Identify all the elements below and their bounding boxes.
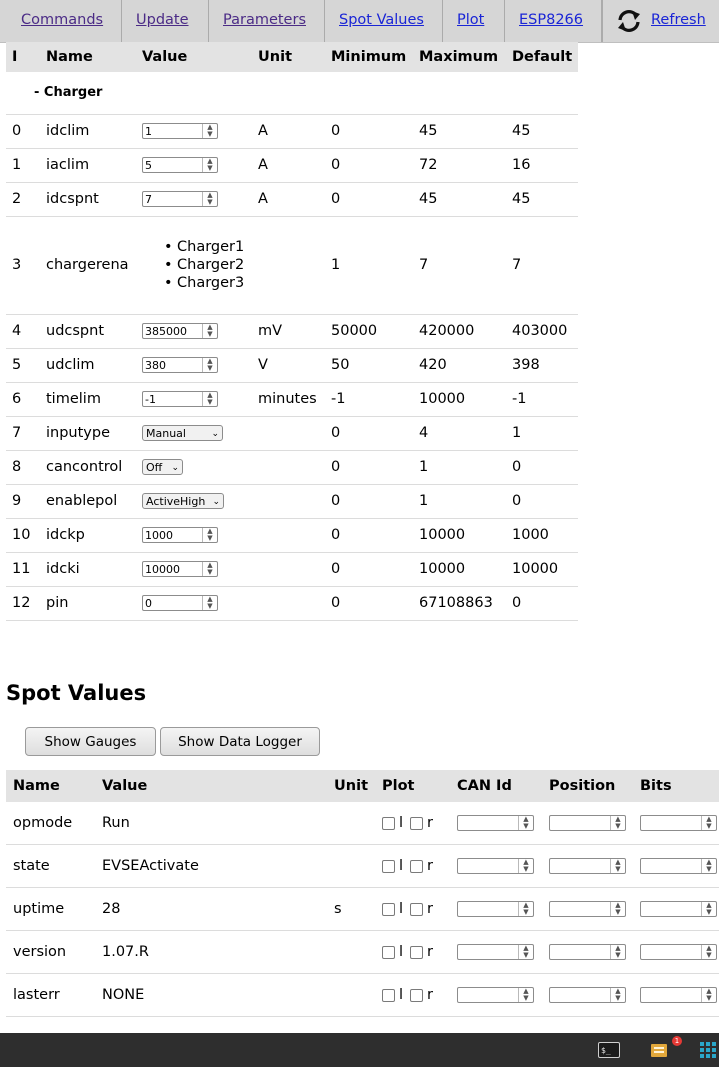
- param-name: idcki: [46, 552, 142, 586]
- param-default: 398: [512, 348, 578, 382]
- param-min: 0: [331, 518, 419, 552]
- spot-name: version: [6, 931, 95, 974]
- param-max: 1: [419, 450, 512, 484]
- param-max: 10000: [419, 382, 512, 416]
- spot-value: 1.07.R: [95, 931, 327, 974]
- param-value-input[interactable]: -1 ▲ ▼: [142, 391, 218, 407]
- spin-arrows-icon[interactable]: ▲ ▼: [202, 158, 217, 172]
- param-max: 10000: [419, 518, 512, 552]
- param-unit: A: [258, 114, 331, 148]
- spot-row: [6, 931, 719, 974]
- param-value-input[interactable]: 380 ▲ ▼: [142, 357, 218, 373]
- param-unit: [258, 552, 331, 586]
- param-min: 0: [331, 148, 419, 182]
- param-max: 4: [419, 416, 512, 450]
- nav-esp8266[interactable]: ESP8266: [505, 0, 602, 42]
- col-header-unit: Unit: [327, 770, 375, 802]
- spin-arrows-icon[interactable]: ▲ ▼: [202, 358, 217, 372]
- spot-row: [6, 802, 719, 845]
- param-default: -1: [512, 382, 578, 416]
- param-name: iaclim: [46, 148, 142, 182]
- param-max: 420: [419, 348, 512, 382]
- param-row: [6, 348, 578, 382]
- plot-left-checkbox[interactable]: [382, 860, 395, 873]
- spin-arrows-icon[interactable]: ▲ ▼: [202, 528, 217, 542]
- spin-arrows-icon[interactable]: ▲ ▼: [202, 324, 217, 338]
- param-value-input[interactable]: 1 ▲ ▼: [142, 123, 218, 139]
- param-max: 1: [419, 484, 512, 518]
- param-max: 67108863: [419, 586, 512, 620]
- can-id-input[interactable]: [457, 858, 534, 874]
- param-row: [6, 484, 578, 518]
- param-default: 7: [512, 216, 578, 314]
- spot-name: opmode: [6, 802, 95, 845]
- plot-left-label: l: [399, 815, 404, 831]
- spin-arrows-icon[interactable]: ▲ ▼: [701, 902, 716, 916]
- param-min: 1: [331, 216, 419, 314]
- col-header-bits: Bits: [633, 770, 719, 802]
- param-index: 3: [6, 216, 46, 314]
- param-default: 10000: [512, 552, 578, 586]
- can-bits-input[interactable]: [640, 944, 717, 960]
- param-row: [6, 450, 578, 484]
- plot-right-label: r: [427, 987, 433, 1003]
- can-id-input[interactable]: [457, 901, 534, 917]
- param-index: 6: [6, 382, 46, 416]
- param-row: [6, 552, 578, 586]
- param-min: 0: [331, 416, 419, 450]
- param-default: 403000: [512, 314, 578, 348]
- param-default: 16: [512, 148, 578, 182]
- spot-unit: [327, 974, 375, 1017]
- can-position-input[interactable]: [549, 901, 626, 917]
- can-bits-input[interactable]: [640, 901, 717, 917]
- col-header-plot: Plot: [375, 770, 450, 802]
- param-index: 10: [6, 518, 46, 552]
- param-min: 0: [331, 114, 419, 148]
- chevron-down-icon: ⌄: [212, 497, 220, 507]
- nav-commands[interactable]: Commands: [7, 0, 122, 42]
- spin-arrows-icon[interactable]: ▲ ▼: [610, 988, 625, 1002]
- plot-right-checkbox[interactable]: [410, 989, 423, 1002]
- show-gauges-button[interactable]: Show Gauges: [25, 727, 156, 756]
- svg-text:$_: $_: [601, 1046, 611, 1055]
- can-position-input[interactable]: [549, 858, 626, 874]
- param-unit: [258, 450, 331, 484]
- param-row: [6, 216, 578, 314]
- spot-unit: s: [327, 888, 375, 931]
- spin-arrows-icon[interactable]: ▲ ▼: [701, 859, 716, 873]
- param-index: 5: [6, 348, 46, 382]
- spot-row: [6, 974, 719, 1017]
- param-min: 0: [331, 484, 419, 518]
- category-row: [6, 72, 578, 114]
- spot-unit: [327, 845, 375, 888]
- param-name: idcspnt: [46, 182, 142, 216]
- plot-right-checkbox[interactable]: [410, 946, 423, 959]
- param-value-input[interactable]: 10000 ▲ ▼: [142, 561, 218, 577]
- param-row: [6, 114, 578, 148]
- param-unit: V: [258, 348, 331, 382]
- charger-list-item[interactable]: • Charger2: [177, 256, 331, 274]
- spin-arrows-icon[interactable]: ▲ ▼: [610, 859, 625, 873]
- col-header-can-id: CAN Id: [450, 770, 542, 802]
- param-row: [6, 148, 578, 182]
- param-unit: [258, 416, 331, 450]
- can-id-input[interactable]: [457, 815, 534, 831]
- param-index: 8: [6, 450, 46, 484]
- can-position-input[interactable]: [549, 944, 626, 960]
- param-value-input[interactable]: 1000 ▲ ▼: [142, 527, 218, 543]
- param-name: udcspnt: [46, 314, 142, 348]
- apps-grid-icon[interactable]: [700, 1042, 719, 1060]
- param-max: 45: [419, 114, 512, 148]
- charger-list-item[interactable]: • Charger3: [177, 274, 331, 292]
- param-index: 2: [6, 182, 46, 216]
- plot-left-label: l: [399, 901, 404, 917]
- param-unit: [258, 586, 331, 620]
- spot-value: 28: [95, 888, 327, 931]
- plot-right-label: r: [427, 901, 433, 917]
- param-value-input[interactable]: 7 ▲ ▼: [142, 191, 218, 207]
- col-header-name: Name: [46, 42, 142, 72]
- param-max: 72: [419, 148, 512, 182]
- spin-arrows-icon[interactable]: ▲ ▼: [518, 945, 533, 959]
- spin-arrows-icon[interactable]: ▲ ▼: [610, 945, 625, 959]
- param-max: 7: [419, 216, 512, 314]
- param-name: idclim: [46, 114, 142, 148]
- spin-arrows-icon[interactable]: ▲ ▼: [202, 392, 217, 406]
- plot-left-checkbox[interactable]: [382, 946, 395, 959]
- plot-right-label: r: [427, 815, 433, 831]
- param-min: 50: [331, 348, 419, 382]
- param-value-input[interactable]: 5 ▲ ▼: [142, 157, 218, 173]
- param-value-input[interactable]: 0 ▲ ▼: [142, 595, 218, 611]
- plot-left-label: l: [399, 944, 404, 960]
- param-default: 0: [512, 586, 578, 620]
- spin-arrows-icon[interactable]: ▲ ▼: [518, 902, 533, 916]
- can-position-input[interactable]: [549, 815, 626, 831]
- param-row: [6, 518, 578, 552]
- param-unit: mV: [258, 314, 331, 348]
- can-bits-input[interactable]: [640, 987, 717, 1003]
- param-index: 12: [6, 586, 46, 620]
- category-label[interactable]: - Charger: [6, 72, 578, 114]
- show-data-logger-button[interactable]: Show Data Logger: [160, 727, 320, 756]
- param-min: 0: [331, 450, 419, 484]
- param-default: 1: [512, 416, 578, 450]
- plot-left-checkbox[interactable]: [382, 817, 395, 830]
- param-max: 10000: [419, 552, 512, 586]
- nav-plot[interactable]: Plot: [443, 0, 505, 42]
- param-name: inputype: [46, 416, 142, 450]
- plot-right-label: r: [427, 858, 433, 874]
- plot-left-label: l: [399, 987, 404, 1003]
- parameters-table: [6, 42, 578, 621]
- param-row: [6, 586, 578, 620]
- spin-arrows-icon[interactable]: ▲ ▼: [202, 192, 217, 206]
- param-name: chargerena: [46, 216, 142, 314]
- param-select[interactable]: Manual ⌄: [142, 425, 223, 441]
- col-header-index: I: [6, 42, 46, 72]
- param-unit: [258, 484, 331, 518]
- param-max: 420000: [419, 314, 512, 348]
- param-index: 4: [6, 314, 46, 348]
- parameters-header-row: [6, 42, 578, 72]
- param-name: idckp: [46, 518, 142, 552]
- param-min: 0: [331, 552, 419, 586]
- can-id-input[interactable]: [457, 944, 534, 960]
- spot-row: [6, 845, 719, 888]
- spot-value: Run: [95, 802, 327, 845]
- param-row: [6, 182, 578, 216]
- spin-arrows-icon[interactable]: ▲ ▼: [518, 816, 533, 830]
- param-row: [6, 416, 578, 450]
- param-default: 0: [512, 450, 578, 484]
- plot-right-label: r: [427, 944, 433, 960]
- param-index: 9: [6, 484, 46, 518]
- chevron-down-icon: ⌄: [211, 429, 219, 439]
- plot-left-label: l: [399, 858, 404, 874]
- param-name: enablepol: [46, 484, 142, 518]
- param-default: 45: [512, 114, 578, 148]
- spot-unit: [327, 802, 375, 845]
- param-index: 11: [6, 552, 46, 586]
- param-min: 50000: [331, 314, 419, 348]
- param-unit: minutes: [258, 382, 331, 416]
- spin-arrows-icon[interactable]: ▲ ▼: [202, 562, 217, 576]
- param-row: [6, 382, 578, 416]
- param-default: 0: [512, 484, 578, 518]
- spot-values-table: [6, 770, 719, 1017]
- spot-unit: [327, 931, 375, 974]
- param-select[interactable]: ActiveHigh ⌄: [142, 493, 224, 509]
- spin-arrows-icon[interactable]: ▲ ▼: [202, 596, 217, 610]
- spot-values-title: Spot Values: [6, 681, 147, 705]
- nav-update[interactable]: Update: [122, 0, 209, 42]
- param-max: 45: [419, 182, 512, 216]
- spin-arrows-icon[interactable]: ▲ ▼: [701, 988, 716, 1002]
- param-index: 0: [6, 114, 46, 148]
- spin-arrows-icon[interactable]: ▲ ▼: [610, 902, 625, 916]
- col-header-position: Position: [542, 770, 633, 802]
- plot-left-checkbox[interactable]: [382, 989, 395, 1002]
- col-header-name: Name: [6, 770, 95, 802]
- nav-spot-values[interactable]: Spot Values: [325, 0, 443, 42]
- taskbar: [0, 1033, 719, 1067]
- spin-arrows-icon[interactable]: ▲ ▼: [701, 945, 716, 959]
- refresh-icon[interactable]: [615, 8, 643, 34]
- plot-left-checkbox[interactable]: [382, 903, 395, 916]
- param-min: -1: [331, 382, 419, 416]
- spin-arrows-icon[interactable]: ▲ ▼: [701, 816, 716, 830]
- param-unit: A: [258, 182, 331, 216]
- plot-right-checkbox[interactable]: [410, 903, 423, 916]
- col-header-maximum: Maximum: [419, 42, 512, 72]
- charger-list-item[interactable]: • Charger1: [177, 238, 331, 256]
- terminal-icon[interactable]: [598, 1042, 620, 1058]
- param-name: udclim: [46, 348, 142, 382]
- param-value-input[interactable]: 385000 ▲ ▼: [142, 323, 218, 339]
- param-index: 1: [6, 148, 46, 182]
- param-unit: [258, 518, 331, 552]
- col-header-value: Value: [142, 42, 258, 72]
- spin-arrows-icon[interactable]: ▲ ▼: [518, 988, 533, 1002]
- can-bits-input[interactable]: [640, 815, 717, 831]
- spot-value: NONE: [95, 974, 327, 1017]
- notification-badge: 1: [672, 1036, 682, 1046]
- col-header-minimum: Minimum: [331, 42, 419, 72]
- spin-arrows-icon[interactable]: ▲ ▼: [610, 816, 625, 830]
- spot-row: [6, 888, 719, 931]
- param-index: 7: [6, 416, 46, 450]
- param-name: pin: [46, 586, 142, 620]
- spin-arrows-icon[interactable]: ▲ ▼: [518, 859, 533, 873]
- chevron-down-icon: ⌄: [171, 463, 179, 473]
- nav-parameters[interactable]: Parameters: [209, 0, 325, 42]
- col-header-default: Default: [512, 42, 578, 72]
- refresh-link[interactable]: Refresh: [651, 12, 706, 28]
- can-id-input[interactable]: [457, 987, 534, 1003]
- spot-name: uptime: [6, 888, 95, 931]
- param-min: 0: [331, 182, 419, 216]
- param-default: 45: [512, 182, 578, 216]
- spot-name: state: [6, 845, 95, 888]
- param-select[interactable]: Off ⌄: [142, 459, 183, 475]
- col-header-value: Value: [95, 770, 327, 802]
- spot-header-row: [6, 770, 719, 802]
- notes-icon[interactable]: [650, 1042, 668, 1058]
- spot-name: lasterr: [6, 974, 95, 1017]
- col-header-unit: Unit: [258, 42, 331, 72]
- param-min: 0: [331, 586, 419, 620]
- param-row: [6, 314, 578, 348]
- param-default: 1000: [512, 518, 578, 552]
- param-name: timelim: [46, 382, 142, 416]
- param-name: cancontrol: [46, 450, 142, 484]
- top-nav: [0, 0, 719, 43]
- plot-right-checkbox[interactable]: [410, 860, 423, 873]
- param-unit: A: [258, 148, 331, 182]
- plot-right-checkbox[interactable]: [410, 817, 423, 830]
- charger-list: [142, 238, 331, 292]
- can-position-input[interactable]: [549, 987, 626, 1003]
- spot-value: EVSEActivate: [95, 845, 327, 888]
- spin-arrows-icon[interactable]: ▲ ▼: [202, 124, 217, 138]
- can-bits-input[interactable]: [640, 858, 717, 874]
